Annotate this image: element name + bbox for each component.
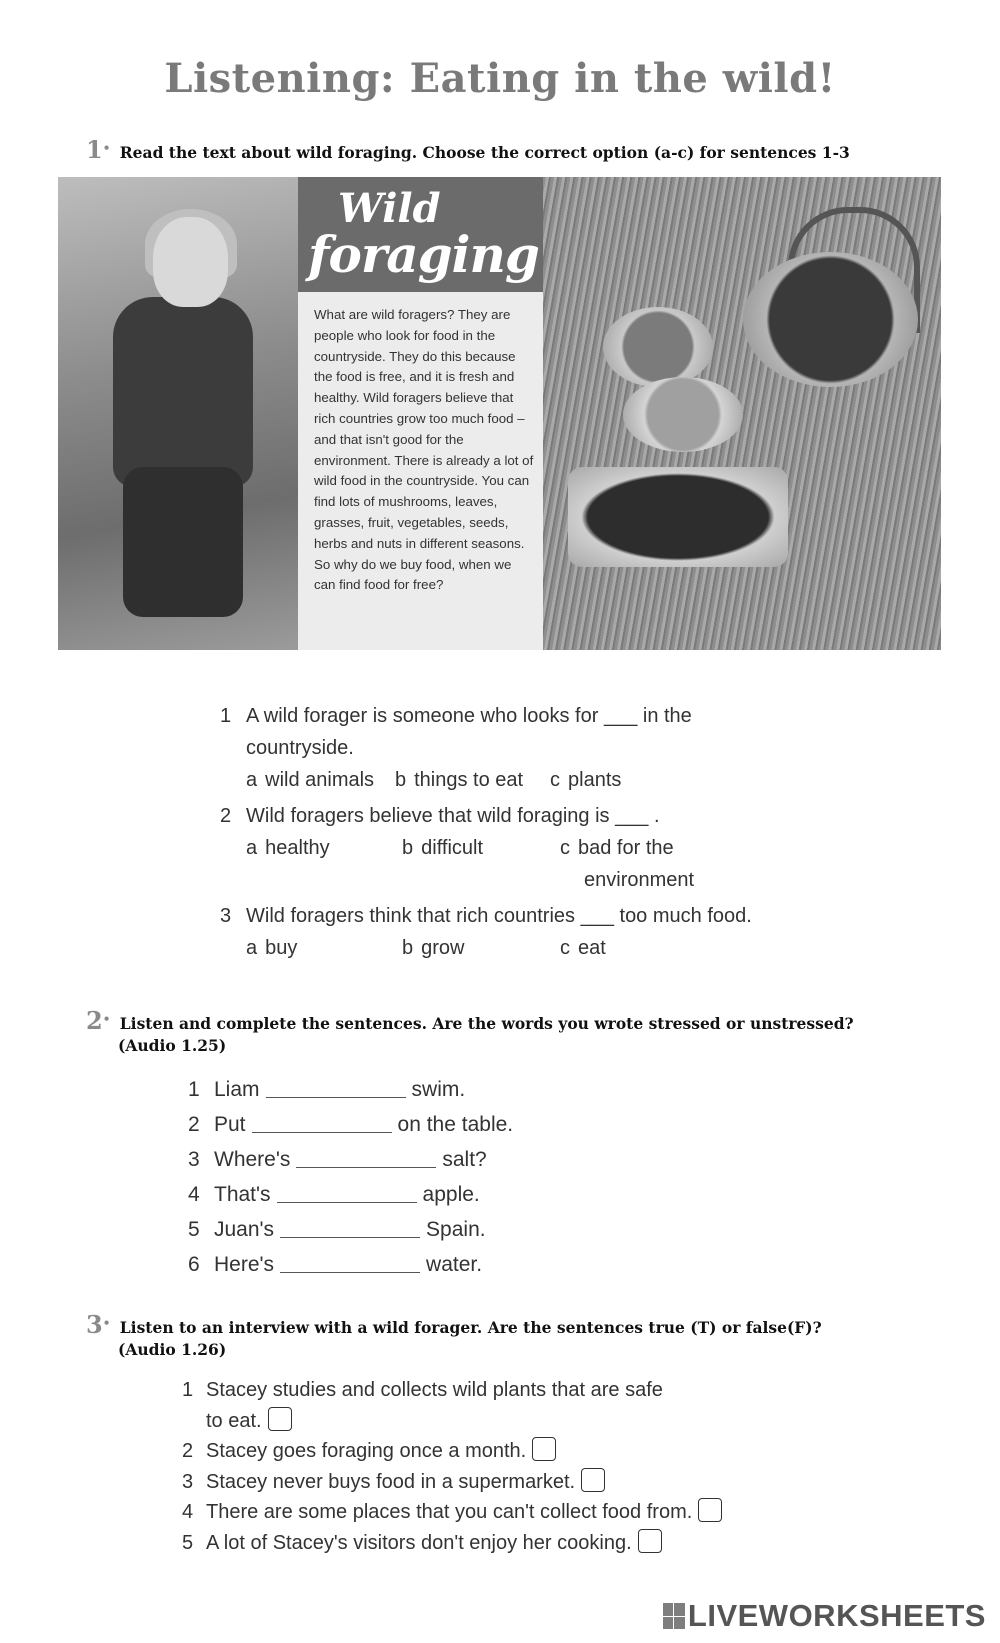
- answer-checkbox[interactable]: [698, 1498, 722, 1522]
- blank-input[interactable]: [266, 1075, 406, 1098]
- question-1-options: [220, 764, 820, 796]
- liveworksheets-logo[interactable]: LIVEWORKSHEETS: [663, 1598, 986, 1634]
- answer-checkbox[interactable]: [532, 1437, 556, 1461]
- blank-input[interactable]: [252, 1110, 392, 1133]
- option-c[interactable]: c plants: [550, 769, 622, 791]
- forager-figure: [93, 217, 263, 637]
- blank-input[interactable]: [277, 1180, 417, 1203]
- tf-item: 3 Stacey never buys food in a supermarket.: [182, 1467, 722, 1498]
- tf-item: 2 Stacey goes foraging once a month.: [182, 1436, 722, 1467]
- multiple-choice-questions: [220, 700, 820, 964]
- section-2-instruction: 2 • Listen and complete the sentences. Are the words you wrote stressed or unstressed? (Audio 1.25): [86, 1008, 854, 1057]
- article-text-panel: [298, 177, 543, 650]
- fill-item: 3 Where's salt?: [188, 1142, 513, 1177]
- answer-checkbox[interactable]: [268, 1407, 292, 1431]
- fill-item: 5 Juan's Spain.: [188, 1212, 513, 1247]
- tf-item: 4 There are some places that you can't collect food from.: [182, 1497, 722, 1528]
- liveworksheets-icon: [663, 1603, 685, 1629]
- section-2-audio: (Audio 1.25): [118, 1036, 227, 1055]
- option-b[interactable]: b difficult: [402, 837, 484, 859]
- section-1-instruction: 1 • Read the text about wild foraging. Choose the correct option (a-c) for sentences 1-3: [86, 137, 850, 164]
- question-2-option-c-continued: environment: [584, 869, 695, 891]
- question-3: 3 Wild foragers think that rich countries ___ too much food.: [220, 905, 752, 927]
- fill-in-sentences: [188, 1072, 513, 1282]
- page-title: Listening: Eating in the wild!: [164, 55, 836, 102]
- option-a[interactable]: a wild animals: [246, 769, 375, 791]
- fill-item: 1 Liam swim.: [188, 1072, 513, 1107]
- forager-photo: [58, 177, 298, 650]
- article-image: [58, 177, 941, 650]
- section-1-number: 1 •: [86, 135, 110, 164]
- answer-checkbox[interactable]: [638, 1529, 662, 1553]
- article-text: What are wild foragers? They are people who look for food in the countryside. They do this because the food is free, and it is fresh and healthy. Wild foragers believe that rich countries grow too much food – and that isn't good for the environment. There is already a lot of wild food in the countryside. You can find lots of mushrooms, leaves, grasses, fruit, vegetables, seeds, herbs and nuts in different seasons. So why do we buy food, when we can find food for free?: [314, 307, 534, 593]
- option-a[interactable]: a buy: [246, 937, 298, 959]
- fill-item: 2 Put on the table.: [188, 1107, 513, 1142]
- option-a[interactable]: a healthy: [246, 837, 330, 859]
- question-1: 1 A wild forager is someone who looks for ___ in the countryside.: [220, 705, 692, 759]
- true-false-statements: [182, 1375, 722, 1558]
- option-c[interactable]: c bad for the: [560, 837, 674, 859]
- option-c[interactable]: c eat: [560, 937, 606, 959]
- question-2: 2 Wild foragers believe that wild foraging is ___ .: [220, 805, 660, 827]
- section-3-number: 3 •: [86, 1310, 110, 1339]
- blank-input[interactable]: [296, 1145, 436, 1168]
- section-3-instruction: 3 • Listen to an interview with a wild forager. Are the sentences true (T) or false(F)? (Audio 1.26): [86, 1312, 822, 1361]
- answer-checkbox[interactable]: [581, 1468, 605, 1492]
- section-3-audio: (Audio 1.26): [118, 1340, 227, 1359]
- fill-item: 6 Here's water.: [188, 1247, 513, 1282]
- fill-item: 4 That's apple.: [188, 1177, 513, 1212]
- blank-input[interactable]: [280, 1250, 420, 1273]
- baskets-photo: [543, 177, 941, 650]
- option-b[interactable]: b grow: [402, 937, 465, 959]
- tf-item: 1 Stacey studies and collects wild plants that are safe to eat.: [182, 1379, 663, 1432]
- section-2-number: 2 •: [86, 1006, 110, 1035]
- question-3-options: [220, 932, 820, 964]
- option-b[interactable]: b things to eat: [395, 769, 524, 791]
- tf-item: 5 A lot of Stacey's visitors don't enjoy her cooking.: [182, 1528, 722, 1559]
- blank-input[interactable]: [280, 1215, 420, 1238]
- wild-foraging-logo: Wild foraging: [298, 177, 543, 292]
- question-2-options: [220, 832, 820, 864]
